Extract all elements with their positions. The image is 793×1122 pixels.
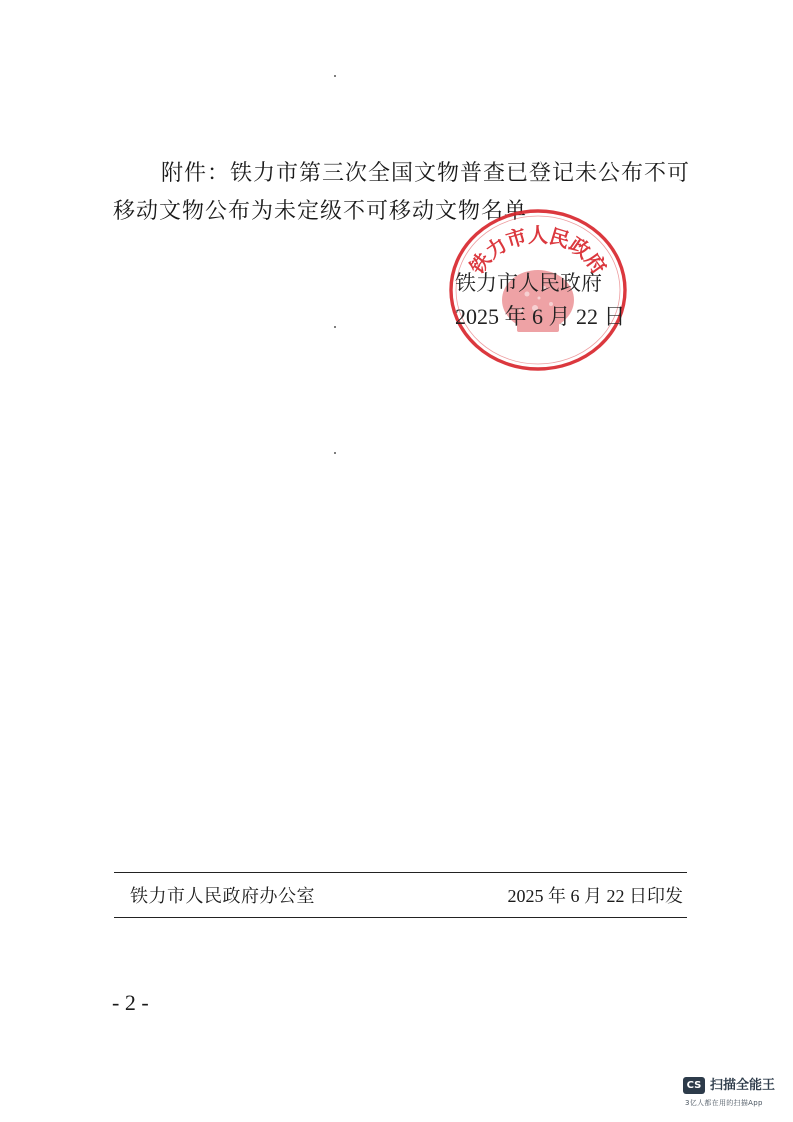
signature-date: 2025 年 6 月 22 日: [455, 304, 626, 329]
footer-issue-date: 2025 年 6 月 22 日印发: [507, 886, 683, 906]
camscanner-logo: CS: [683, 1077, 705, 1094]
footer-rule-bottom: [114, 917, 687, 918]
footer-issuer: 铁力市人民政府办公室: [130, 886, 315, 907]
scan-speck: [334, 326, 336, 328]
signature-org: 铁力市人民政府: [455, 271, 602, 295]
scan-speck: [334, 452, 336, 454]
page-number: - 2 -: [112, 990, 149, 1015]
attachment-note: 附件：铁力市第三次全国文物普查已登记未公布不可移动文物公布为未定级不可移动文物名单: [113, 161, 691, 224]
watermark-tagline: 3亿人都在用的扫描App: [685, 1099, 763, 1107]
scan-speck: [334, 75, 336, 77]
signature-block: [455, 266, 626, 334]
footer-rule-top: [114, 872, 687, 873]
seal-text: 铁力市人民政府: [464, 222, 612, 279]
watermark-brand: 扫描全能王: [710, 1078, 776, 1093]
